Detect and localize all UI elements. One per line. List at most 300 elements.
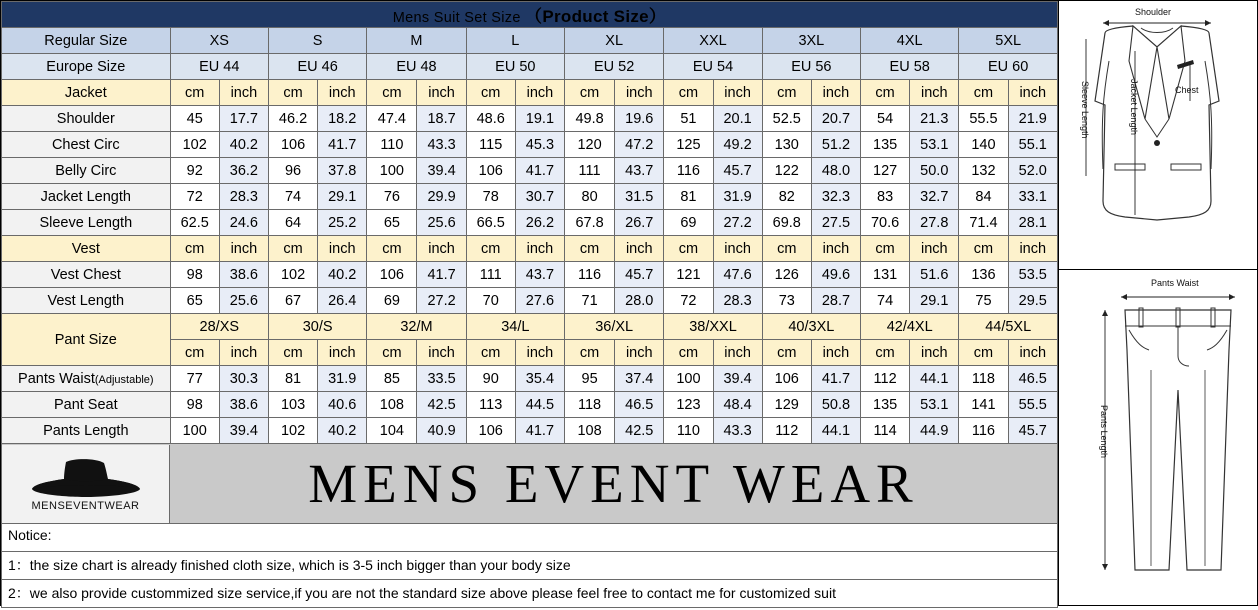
pant-unit-cm-1: cm (268, 340, 317, 366)
pant-unit-inch-6: inch (811, 340, 860, 366)
cell: 108 (564, 418, 614, 444)
cell: 65 (170, 288, 219, 314)
cell: 30.7 (515, 184, 564, 210)
vest-unit-inch-7: inch (910, 236, 959, 262)
unit-cm-8: cm (959, 80, 1008, 106)
vest-unit-cm-8: cm (959, 236, 1008, 262)
pant-size-0: 28/XS (170, 314, 268, 340)
cell: 64 (268, 210, 317, 236)
vest-unit-inch-1: inch (318, 236, 367, 262)
table-row (2, 184, 1058, 210)
cell: 38.6 (219, 262, 268, 288)
cell: 106 (268, 132, 317, 158)
cell: 126 (762, 262, 811, 288)
cell: 111 (564, 158, 614, 184)
pant-unit-cm-4: cm (564, 340, 614, 366)
cell: 80 (564, 184, 614, 210)
pant-unit-inch-2: inch (417, 340, 466, 366)
cell: 84 (959, 184, 1008, 210)
cell: 29.1 (910, 288, 959, 314)
eu-size-2: EU 48 (367, 54, 466, 80)
cell: 44.5 (515, 392, 564, 418)
unit-cm-6: cm (762, 80, 811, 106)
cell: 28.3 (219, 184, 268, 210)
cell: 45 (170, 106, 219, 132)
vest-unit-row (2, 236, 1058, 262)
eu-size-6: EU 56 (762, 54, 860, 80)
cell: 110 (664, 418, 713, 444)
diagram-panel (1058, 1, 1257, 605)
size-header-4xl: 4XL (861, 28, 959, 54)
cell: 40.9 (417, 418, 466, 444)
row-label-pants-waist (2, 366, 171, 392)
unit-cm-3: cm (466, 80, 515, 106)
pant-unit-inch-1: inch (318, 340, 367, 366)
table-row (2, 158, 1058, 184)
jacket-unit-row (2, 80, 1058, 106)
pant-size-header-row (2, 314, 1058, 340)
cell: 90 (466, 366, 515, 392)
cell: 71.4 (959, 210, 1008, 236)
cell: 72 (664, 288, 713, 314)
cell: 35.4 (515, 366, 564, 392)
size-header-5xl: 5XL (959, 28, 1058, 54)
cell: 131 (861, 262, 910, 288)
cell: 44.1 (811, 418, 860, 444)
regular-size-header-row (2, 28, 1058, 54)
unit-cm-0: cm (170, 80, 219, 106)
cell: 39.4 (219, 418, 268, 444)
cell: 44.1 (910, 366, 959, 392)
section-jacket: Jacket (2, 80, 171, 106)
cell: 29.5 (1008, 288, 1057, 314)
unit-inch-8: inch (1008, 80, 1057, 106)
cell: 18.2 (318, 106, 367, 132)
pant-unit-inch-7: inch (910, 340, 959, 366)
size-header-m: M (367, 28, 466, 54)
cell: 27.8 (910, 210, 959, 236)
pant-size-7: 42/4XL (861, 314, 959, 340)
pant-unit-inch-5: inch (713, 340, 762, 366)
cell: 118 (959, 366, 1008, 392)
table-row (2, 262, 1058, 288)
cell: 41.7 (417, 262, 466, 288)
cell: 110 (367, 132, 417, 158)
cell: 122 (762, 158, 811, 184)
notice-line-1: 1：the size chart is already finished cloth size, which is 3-5 inch bigger than your body size (2, 552, 1057, 580)
table-row (2, 366, 1058, 392)
cell: 21.9 (1008, 106, 1057, 132)
cell: 47.2 (615, 132, 664, 158)
cell: 31.9 (318, 366, 367, 392)
pant-size-1: 30/S (268, 314, 366, 340)
cell: 45.3 (515, 132, 564, 158)
table-row (2, 418, 1058, 444)
cell: 25.6 (417, 210, 466, 236)
size-header-3xl: 3XL (762, 28, 860, 54)
cell: 140 (959, 132, 1008, 158)
jacket-diagram (1059, 1, 1257, 270)
pants-waist-note: (Adjustable) (94, 373, 154, 386)
cell: 85 (367, 366, 417, 392)
cell: 82 (762, 184, 811, 210)
vest-unit-cm-7: cm (861, 236, 910, 262)
cell: 111 (466, 262, 515, 288)
size-header-xs: XS (170, 28, 268, 54)
cell: 106 (466, 158, 515, 184)
cell: 43.3 (417, 132, 466, 158)
cell: 69 (367, 288, 417, 314)
cell: 43.7 (515, 262, 564, 288)
brand-name: MENSEVENTWEAR (31, 499, 140, 512)
eu-size-4: EU 52 (564, 54, 663, 80)
unit-inch-3: inch (515, 80, 564, 106)
europe-size-label: Europe Size (2, 54, 171, 80)
cell: 50.0 (910, 158, 959, 184)
cell: 42.5 (417, 392, 466, 418)
cell: 40.2 (318, 418, 367, 444)
cell: 37.4 (615, 366, 664, 392)
cell: 135 (861, 132, 910, 158)
cell: 116 (564, 262, 614, 288)
cell: 135 (861, 392, 910, 418)
cell: 62.5 (170, 210, 219, 236)
cell: 40.2 (318, 262, 367, 288)
cell: 141 (959, 392, 1008, 418)
pant-unit-cm-7: cm (861, 340, 910, 366)
cell: 116 (959, 418, 1008, 444)
jacket-shoulder-label: Shoulder (1135, 7, 1172, 17)
pant-size-2: 32/M (367, 314, 466, 340)
table-row (2, 106, 1058, 132)
unit-inch-2: inch (417, 80, 466, 106)
cell: 106 (466, 418, 515, 444)
pant-size-8: 44/5XL (959, 314, 1058, 340)
cell: 76 (367, 184, 417, 210)
cell: 103 (268, 392, 317, 418)
cell: 26.7 (615, 210, 664, 236)
cell: 106 (367, 262, 417, 288)
notice-block (1, 524, 1058, 608)
cell: 47.4 (367, 106, 417, 132)
notice-line-2: 2：we also provide custommized size service,if you are not the standard size above please feel free to contact me for customized suit (8, 585, 836, 601)
cell: 31.5 (615, 184, 664, 210)
cell: 113 (466, 392, 515, 418)
cell: 116 (664, 158, 713, 184)
cell: 92 (170, 158, 219, 184)
unit-cm-1: cm (268, 80, 317, 106)
vest-unit-cm-2: cm (367, 236, 417, 262)
cell: 73 (762, 288, 811, 314)
cell: 102 (268, 262, 317, 288)
cell: 45.7 (615, 262, 664, 288)
unit-cm-7: cm (861, 80, 910, 106)
pant-unit-cm-3: cm (466, 340, 515, 366)
pant-size-6: 40/3XL (762, 314, 860, 340)
brand-logo (2, 445, 170, 523)
cell: 112 (861, 366, 910, 392)
cell: 28.3 (713, 288, 762, 314)
cell: 65 (367, 210, 417, 236)
pant-unit-cm-6: cm (762, 340, 811, 366)
cell: 37.8 (318, 158, 367, 184)
row-label-pants-length: Pants Length (2, 418, 171, 444)
cell: 49.6 (811, 262, 860, 288)
cell: 55.5 (1008, 392, 1057, 418)
chart-title-sub: （Product Size） (525, 7, 667, 26)
row-label-jacket-length: Jacket Length (2, 184, 171, 210)
row-label-belly-circ: Belly Circ (2, 158, 171, 184)
cell: 46.5 (615, 392, 664, 418)
cell: 54 (861, 106, 910, 132)
section-pant-size: Pant Size (2, 314, 171, 366)
unit-inch-4: inch (615, 80, 664, 106)
cell: 96 (268, 158, 317, 184)
cell: 98 (170, 392, 219, 418)
row-label-shoulder: Shoulder (2, 106, 171, 132)
cell: 130 (762, 132, 811, 158)
cell: 44.9 (910, 418, 959, 444)
cell: 123 (664, 392, 713, 418)
pants-waist-label: Pants Waist (18, 370, 95, 387)
cell: 40.2 (219, 132, 268, 158)
cell: 29.9 (417, 184, 466, 210)
cell: 120 (564, 132, 614, 158)
chart-title (2, 2, 1058, 28)
cell: 125 (664, 132, 713, 158)
cell: 98 (170, 262, 219, 288)
cell: 127 (861, 158, 910, 184)
row-label-vest-chest: Vest Chest (2, 262, 171, 288)
cell: 55.5 (959, 106, 1008, 132)
notice-heading: Notice: (2, 524, 1057, 552)
cell: 28.0 (615, 288, 664, 314)
cell: 100 (170, 418, 219, 444)
row-label-chest-circ: Chest Circ (2, 132, 171, 158)
cell: 26.2 (515, 210, 564, 236)
cell: 19.6 (615, 106, 664, 132)
cell: 41.7 (811, 366, 860, 392)
pants-diagram (1059, 270, 1257, 605)
cell: 102 (170, 132, 219, 158)
cell: 20.1 (713, 106, 762, 132)
unit-inch-6: inch (811, 80, 860, 106)
pants-illustration (1059, 270, 1258, 605)
cell: 52.0 (1008, 158, 1057, 184)
cell: 136 (959, 262, 1008, 288)
chart-title-main: Mens Suit Set Size (392, 10, 521, 26)
cell: 67.8 (564, 210, 614, 236)
pant-unit-cm-2: cm (367, 340, 417, 366)
vest-unit-cm-1: cm (268, 236, 317, 262)
unit-inch-7: inch (910, 80, 959, 106)
section-vest: Vest (2, 236, 171, 262)
cell: 71 (564, 288, 614, 314)
vest-unit-inch-0: inch (219, 236, 268, 262)
cell: 100 (664, 366, 713, 392)
vest-unit-inch-4: inch (615, 236, 664, 262)
cell: 51 (664, 106, 713, 132)
size-chart-left (1, 1, 1058, 605)
cell: 112 (762, 418, 811, 444)
cell: 27.2 (713, 210, 762, 236)
cell: 53.1 (910, 392, 959, 418)
vest-unit-cm-4: cm (564, 236, 614, 262)
cell: 45.7 (1008, 418, 1057, 444)
pant-unit-inch-4: inch (615, 340, 664, 366)
eu-size-0: EU 44 (170, 54, 268, 80)
cell: 129 (762, 392, 811, 418)
cell: 41.7 (318, 132, 367, 158)
cell: 100 (367, 158, 417, 184)
vest-unit-inch-2: inch (417, 236, 466, 262)
eu-size-1: EU 46 (268, 54, 366, 80)
table-row (2, 288, 1058, 314)
row-label-sleeve-length: Sleeve Length (2, 210, 171, 236)
unit-inch-0: inch (219, 80, 268, 106)
vest-unit-inch-6: inch (811, 236, 860, 262)
jacket-chest-label: Chest (1175, 85, 1199, 95)
unit-inch-1: inch (318, 80, 367, 106)
cell: 42.5 (615, 418, 664, 444)
cell: 21.3 (910, 106, 959, 132)
cell: 39.4 (713, 366, 762, 392)
eu-size-5: EU 54 (664, 54, 762, 80)
cell: 33.5 (417, 366, 466, 392)
unit-cm-5: cm (664, 80, 713, 106)
cell: 20.7 (811, 106, 860, 132)
hat-icon (26, 456, 146, 498)
cell: 69 (664, 210, 713, 236)
cell: 67 (268, 288, 317, 314)
cell: 33.1 (1008, 184, 1057, 210)
cell: 48.0 (811, 158, 860, 184)
pant-size-5: 38/XXL (664, 314, 762, 340)
cell: 75 (959, 288, 1008, 314)
vest-unit-cm-6: cm (762, 236, 811, 262)
vest-unit-cm-5: cm (664, 236, 713, 262)
cell: 74 (268, 184, 317, 210)
cell: 114 (861, 418, 910, 444)
cell: 115 (466, 132, 515, 158)
cell: 32.3 (811, 184, 860, 210)
cell: 118 (564, 392, 614, 418)
eu-size-3: EU 50 (466, 54, 564, 80)
jacket-length-label: Jacket Length (1129, 79, 1139, 136)
cell: 53.5 (1008, 262, 1057, 288)
cell: 27.6 (515, 288, 564, 314)
unit-cm-2: cm (367, 80, 417, 106)
cell: 46.5 (1008, 366, 1057, 392)
cell: 106 (762, 366, 811, 392)
cell: 51.6 (910, 262, 959, 288)
pant-unit-cm-8: cm (959, 340, 1008, 366)
table-row (2, 392, 1058, 418)
cell: 19.1 (515, 106, 564, 132)
cell: 49.8 (564, 106, 614, 132)
cell: 39.4 (417, 158, 466, 184)
europe-size-header-row (2, 54, 1058, 80)
table-row (2, 132, 1058, 158)
cell: 74 (861, 288, 910, 314)
cell: 26.4 (318, 288, 367, 314)
cell: 70 (466, 288, 515, 314)
vest-unit-inch-3: inch (515, 236, 564, 262)
cell: 121 (664, 262, 713, 288)
cell: 32.7 (910, 184, 959, 210)
cell: 66.5 (466, 210, 515, 236)
pant-unit-inch-0: inch (219, 340, 268, 366)
cell: 40.6 (318, 392, 367, 418)
vest-unit-inch-5: inch (713, 236, 762, 262)
size-table (1, 1, 1058, 444)
size-header-l: L (466, 28, 564, 54)
table-row (2, 210, 1058, 236)
cell: 132 (959, 158, 1008, 184)
cell: 70.6 (861, 210, 910, 236)
cell: 30.3 (219, 366, 268, 392)
pant-size-4: 36/XL (564, 314, 663, 340)
cell: 24.6 (219, 210, 268, 236)
cell: 49.2 (713, 132, 762, 158)
cell: 18.7 (417, 106, 466, 132)
cell: 27.2 (417, 288, 466, 314)
cell: 95 (564, 366, 614, 392)
cell: 52.5 (762, 106, 811, 132)
cell: 108 (367, 392, 417, 418)
brand-wordmark: MENS EVENT WEAR (308, 453, 919, 514)
cell: 45.7 (713, 158, 762, 184)
cell: 48.6 (466, 106, 515, 132)
vest-unit-inch-8: inch (1008, 236, 1057, 262)
cell: 78 (466, 184, 515, 210)
cell: 46.2 (268, 106, 317, 132)
pant-size-3: 34/L (466, 314, 564, 340)
cell: 69.8 (762, 210, 811, 236)
title-row (2, 2, 1058, 28)
pant-unit-inch-8: inch (1008, 340, 1057, 366)
cell: 81 (664, 184, 713, 210)
size-header-xxl: XXL (664, 28, 762, 54)
cell: 41.7 (515, 418, 564, 444)
cell: 51.2 (811, 132, 860, 158)
cell: 102 (268, 418, 317, 444)
pant-unit-inch-3: inch (515, 340, 564, 366)
cell: 41.7 (515, 158, 564, 184)
cell: 38.6 (219, 392, 268, 418)
regular-size-label: Regular Size (2, 28, 171, 54)
eu-size-8: EU 60 (959, 54, 1058, 80)
pant-unit-cm-5: cm (664, 340, 713, 366)
size-header-xl: XL (564, 28, 663, 54)
vest-unit-cm-3: cm (466, 236, 515, 262)
cell: 29.1 (318, 184, 367, 210)
cell: 48.4 (713, 392, 762, 418)
cell: 77 (170, 366, 219, 392)
cell: 47.6 (713, 262, 762, 288)
cell: 31.9 (713, 184, 762, 210)
unit-inch-5: inch (713, 80, 762, 106)
cell: 81 (268, 366, 317, 392)
row-label-vest-length: Vest Length (2, 288, 171, 314)
vest-unit-cm-0: cm (170, 236, 219, 262)
cell: 36.2 (219, 158, 268, 184)
pants-length-label: Pants Length (1099, 405, 1109, 459)
cell: 50.8 (811, 392, 860, 418)
cell: 28.1 (1008, 210, 1057, 236)
cell: 27.5 (811, 210, 860, 236)
row-label-pant-seat: Pant Seat (2, 392, 171, 418)
